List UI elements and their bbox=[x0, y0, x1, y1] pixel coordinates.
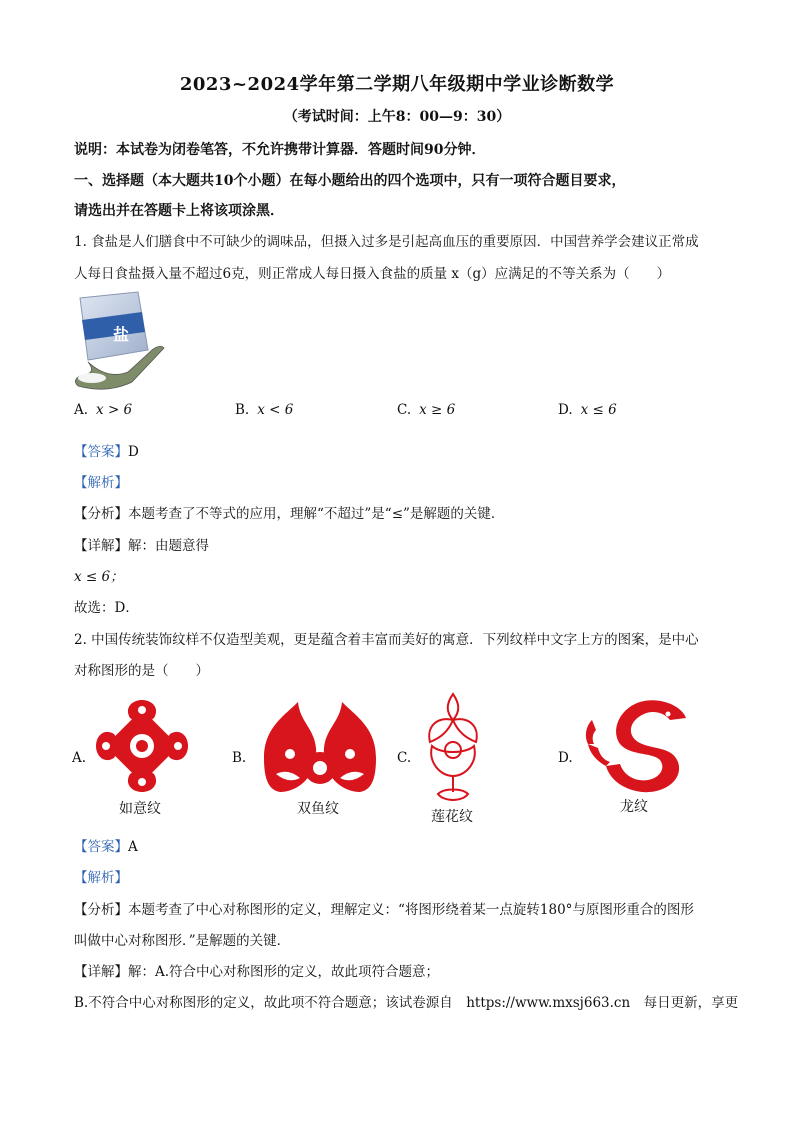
detail-tag: 【详解】 bbox=[74, 964, 128, 980]
option-expr: x ≥ 6 bbox=[419, 402, 456, 418]
detail-tag: 【详解】 bbox=[74, 538, 128, 554]
option-expr: x < 6 bbox=[257, 402, 294, 418]
detail-text: 解：由题意得 bbox=[128, 538, 209, 554]
section-heading-line1: 一、选择题（本大题共10个小题）在每小题给出的四个选项中，只有一项符合题目要求， bbox=[74, 173, 626, 189]
q1-text-line1: 1. 食盐是人们膳食中不可缺少的调味品，但摄入过多是引起高血压的重要原因．中国营养学会建议正常成 bbox=[74, 234, 699, 250]
q1-detail bbox=[74, 536, 209, 556]
q1-analysis-tag: 【解析】 bbox=[74, 475, 128, 491]
q2-answer bbox=[74, 837, 138, 857]
q1-option-b[interactable] bbox=[235, 402, 293, 418]
q2-fenxi-line1 bbox=[74, 900, 694, 920]
salt-label: 盐 bbox=[113, 325, 130, 344]
section-heading-line2: 请选出并在答题卡上将该项涂黑． bbox=[74, 203, 284, 219]
option-label: B. bbox=[235, 402, 250, 418]
q2-detail-b: B.不符合中心对称图形的定义，故此项不符合题意；该试卷源自 https://www.mxsj663.cn 每日更新，享更 bbox=[74, 995, 739, 1011]
q2-option-c-caption: 莲花纹 bbox=[431, 809, 473, 825]
option-label: A. bbox=[74, 402, 89, 418]
ruyi-pattern-image[interactable] bbox=[94, 698, 190, 794]
q2-analysis-tag: 【解析】 bbox=[74, 870, 128, 886]
q2-option-a-caption: 如意纹 bbox=[119, 801, 161, 817]
q2-option-b-caption: 双鱼纹 bbox=[297, 801, 339, 817]
q2-option-d-caption: 龙纹 bbox=[620, 799, 648, 815]
q1-option-c[interactable] bbox=[397, 402, 455, 418]
option-label: C. bbox=[397, 402, 412, 418]
exam-time: （考试时间：上午8：00—9：30） bbox=[283, 109, 511, 125]
option-expr: x ≤ 6 bbox=[580, 402, 617, 418]
answer-value: A bbox=[128, 839, 138, 855]
double-fish-image[interactable] bbox=[254, 698, 386, 796]
q2-option-c-label[interactable]: C. bbox=[397, 750, 412, 766]
q1-text-line2: 人每日食盐摄入量不超过6克，则正常成人每日摄入食盐的质量 x（g）应满足的不等关系为（ ） bbox=[74, 266, 671, 282]
q2-text-line2: 对称图形的是（ ） bbox=[74, 663, 209, 679]
q2-fenxi-line2: 叫做中心对称图形．”是解题的关键． bbox=[74, 933, 291, 949]
answer-value: D bbox=[128, 444, 139, 460]
q1-choose: 故选：D． bbox=[74, 600, 139, 616]
page-title: 2023~2024学年第二学期八年级期中学业诊断数学 bbox=[179, 74, 615, 95]
answer-tag: 【答案】 bbox=[74, 444, 128, 460]
fenxi-tag: 【分析】 bbox=[74, 902, 128, 918]
lotus-pattern-image[interactable] bbox=[418, 690, 488, 808]
instructions: 说明：本试卷为闭卷笔答，不允许携带计算器．答题时间90分钟． bbox=[74, 142, 486, 158]
detail-text: 解：A.符合中心对称图形的定义，故此项符合题意； bbox=[128, 964, 440, 980]
q2-option-a-label[interactable]: A. bbox=[72, 750, 87, 766]
q1-fenxi bbox=[74, 504, 504, 524]
q1-option-d[interactable] bbox=[558, 402, 617, 418]
fenxi-text: 本题考查了中心对称图形的定义，理解定义：“将图形绕着某一点旋转180°与原图形重合的图形 bbox=[128, 902, 694, 918]
q2-option-b-label[interactable]: B. bbox=[232, 750, 247, 766]
q2-text-line1: 2. 中国传统装饰纹样不仅造型美观，更是蕴含着丰富而美好的寓意．下列纹样中文字上方的图案，是中心 bbox=[74, 632, 699, 648]
q1-answer bbox=[74, 442, 139, 462]
q1-result: x ≤ 6； bbox=[74, 569, 124, 585]
option-label: D. bbox=[558, 402, 573, 418]
dragon-pattern-image[interactable] bbox=[580, 696, 692, 796]
fenxi-tag: 【分析】 bbox=[74, 506, 128, 522]
answer-tag: 【答案】 bbox=[74, 839, 128, 855]
q2-option-d-label[interactable]: D. bbox=[558, 750, 573, 766]
q2-detail-a bbox=[74, 962, 439, 982]
option-expr: x > 6 bbox=[96, 402, 133, 418]
q1-option-a[interactable] bbox=[74, 402, 132, 418]
fenxi-text: 本题考查了不等式的应用，理解“不超过”是“≤”是解题的关键． bbox=[128, 506, 505, 522]
